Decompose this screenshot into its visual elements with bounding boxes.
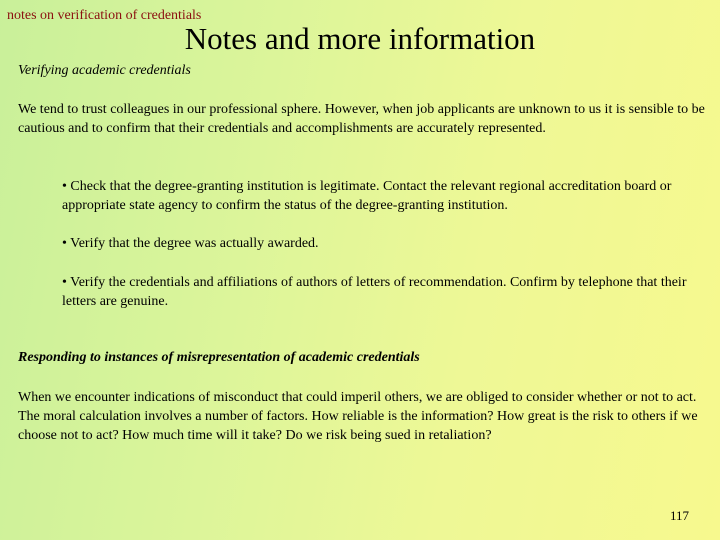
bullet-item-institution: • Check that the degree-granting institution is legitimate. Contact the relevant regional accreditation board or appropriate state agency to confirm the status of the degree-granting institution.: [62, 179, 672, 213]
responding-paragraph: When we encounter indications of misconduct that could imperil others, we are obliged to consider whether or not to act. The moral calculation involves a number of factors. How reliable is the information? How great is the risk to others if we choose not to act? How much time will it take? Do we risk being sued in retaliation?: [18, 390, 698, 443]
section-heading-verifying: Verifying academic credentials: [18, 63, 191, 78]
bullet-item-recommendations: • Verify the credentials and affiliations of authors of letters of recommendation. Confirm by telephone that their letters are genuine.: [62, 275, 687, 309]
intro-paragraph: We tend to trust colleagues in our professional sphere. However, when job applicants are unknown to us it is sensible to be cautious and to confirm that their credentials and accomplishments are accurately represented.: [18, 102, 705, 136]
slide-header-label: notes on verification of credentials: [7, 8, 202, 23]
slide-title: Notes and more information: [184, 21, 536, 56]
page-number: 117: [669, 508, 689, 523]
bullet-item-degree: • Verify that the degree was actually awarded.: [62, 236, 319, 251]
section-heading-responding: Responding to instances of misrepresentation of academic credentials: [18, 350, 420, 365]
